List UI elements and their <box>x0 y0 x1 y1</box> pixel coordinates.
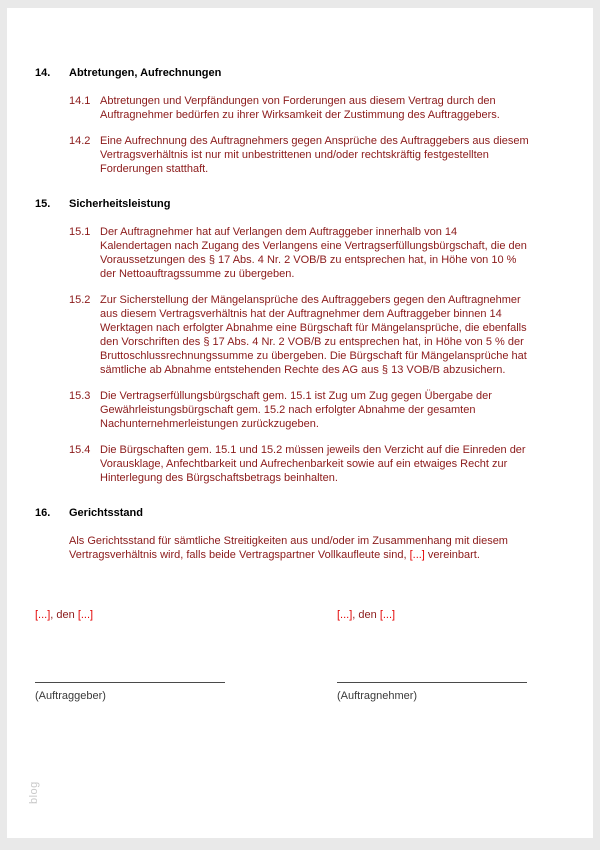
clause-15-3 <box>69 389 531 431</box>
section-heading <box>35 197 531 211</box>
clause-text-part: Als Gerichtsstand für sämtliche Streitigkeiten aus und/oder im Zusammenhang mit diesem Vertragsverhältnis wird, falls beide Vertragspartner Vollkaufleute sind, <box>69 535 508 561</box>
signature-line <box>337 682 527 683</box>
date-line-left <box>35 608 337 622</box>
date-separator: , den <box>352 609 380 621</box>
section-title: Sicherheitsleistung <box>69 198 171 210</box>
place-placeholder: [...] <box>35 609 51 621</box>
clause-text: Zur Sicherstellung der Mängelansprüche des Auftraggebers gegen den Auftragnehmer aus diesem Vertragsverhältnis hat der Auftragnehmer dem Auftraggeber binnen 14 Werktagen nach erfolgter Abnahme eine Bürgschaft für Mängelansprüche, die ebenfalls den Vorschriften des § 17 Abs. 4 Nr. 2 VOB/B zu entsprechen hat, in Höhe von 5 % der Bruttoschlussrechnungssumme zu übergeben. Die Bürgschaft für Mängelansprüche hat sämtliche ab Abnahme entstehenden Rechte des AG aus § 13 VOB/B abzusichern. <box>100 294 527 376</box>
signature-row <box>35 682 531 703</box>
clause-number: 15.4 <box>69 444 91 456</box>
date-row <box>35 608 531 622</box>
clause-14-1 <box>69 94 531 122</box>
clause-text: Der Auftragnehmer hat auf Verlangen dem Auftraggeber innerhalb von 14 Kalendertagen nach Zugang des Verlangens eine Vertragserfüllungsbürgschaft, die den Voraussetzungen des § 17 Abs. 4 Nr. 2 VOB/B zu entsprechen hat, in Höhe von 10 % der Nettoauftragssumme zu übergeben. <box>100 226 527 280</box>
section-title: Gerichtsstand <box>69 507 143 519</box>
clause-number: 14.2 <box>69 135 91 147</box>
clause-text: Die Bürgschaften gem. 15.1 und 15.2 müssen jeweils den Verzicht auf die Einreden der Vorausklage, Anfechtbarkeit und Aufrechenbarkeit sowie auf ein etwaiges Recht zur Hinterlegung des Bürgschaftsbetrags beinhalten. <box>100 444 526 484</box>
clause-text-part: vereinbart. <box>424 549 480 561</box>
clause-number: 15.1 <box>69 226 91 238</box>
date-line-right <box>337 608 531 622</box>
signature-label: (Auftraggeber) <box>35 690 106 702</box>
section-15 <box>35 197 531 485</box>
section-heading <box>35 66 531 80</box>
clause-text: Eine Aufrechnung des Auftragnehmers gegen Ansprüche des Auftraggebers aus diesem Vertragsverhältnis ist nur mit unbestrittenen und/oder rechtskräftig festgestellten Forderungen statthaft. <box>100 135 529 175</box>
date-separator: , den <box>50 609 78 621</box>
clause-text: Abtretungen und Verpfändungen von Forderungen aus diesem Vertrag durch den Auftragnehmer bedürfen zu ihrer Wirksamkeit der Zustimmung des Auftraggebers. <box>100 95 500 121</box>
clause-15-2 <box>69 293 531 377</box>
section-heading <box>35 506 531 520</box>
clause-15-1 <box>69 225 531 281</box>
signature-block-left <box>35 682 337 703</box>
signature-block-right <box>337 682 531 703</box>
fill-in-placeholder: [...] <box>409 549 425 561</box>
section-title: Abtretungen, Aufrechnungen <box>69 67 222 79</box>
section-number: 16. <box>35 507 51 519</box>
clause-number: 15.2 <box>69 294 91 306</box>
document-page <box>7 8 593 838</box>
clause-text <box>69 534 531 562</box>
clause-number: 15.3 <box>69 390 91 402</box>
date-placeholder: [...] <box>77 609 94 621</box>
section-number: 15. <box>35 198 51 210</box>
clause-text: Die Vertragserfüllungsbürgschaft gem. 15.1 ist Zug um Zug gegen Übergabe der Gewährleistungsbürgschaft gem. 15.2 nach erfolgter Abnahme der gesamten Nachunternehmerleistungen zurückzugeben. <box>100 390 492 430</box>
section-14 <box>35 66 531 176</box>
place-placeholder: [...] <box>337 609 353 621</box>
signature-label: (Auftragnehmer) <box>337 690 418 702</box>
watermark: blog <box>28 781 40 804</box>
date-placeholder: [...] <box>379 609 396 621</box>
section-number: 14. <box>35 67 51 79</box>
signature-line <box>35 682 225 683</box>
section-16 <box>35 506 531 562</box>
clause-14-2 <box>69 134 531 176</box>
clause-15-4 <box>69 443 531 485</box>
clause-number: 14.1 <box>69 95 91 107</box>
